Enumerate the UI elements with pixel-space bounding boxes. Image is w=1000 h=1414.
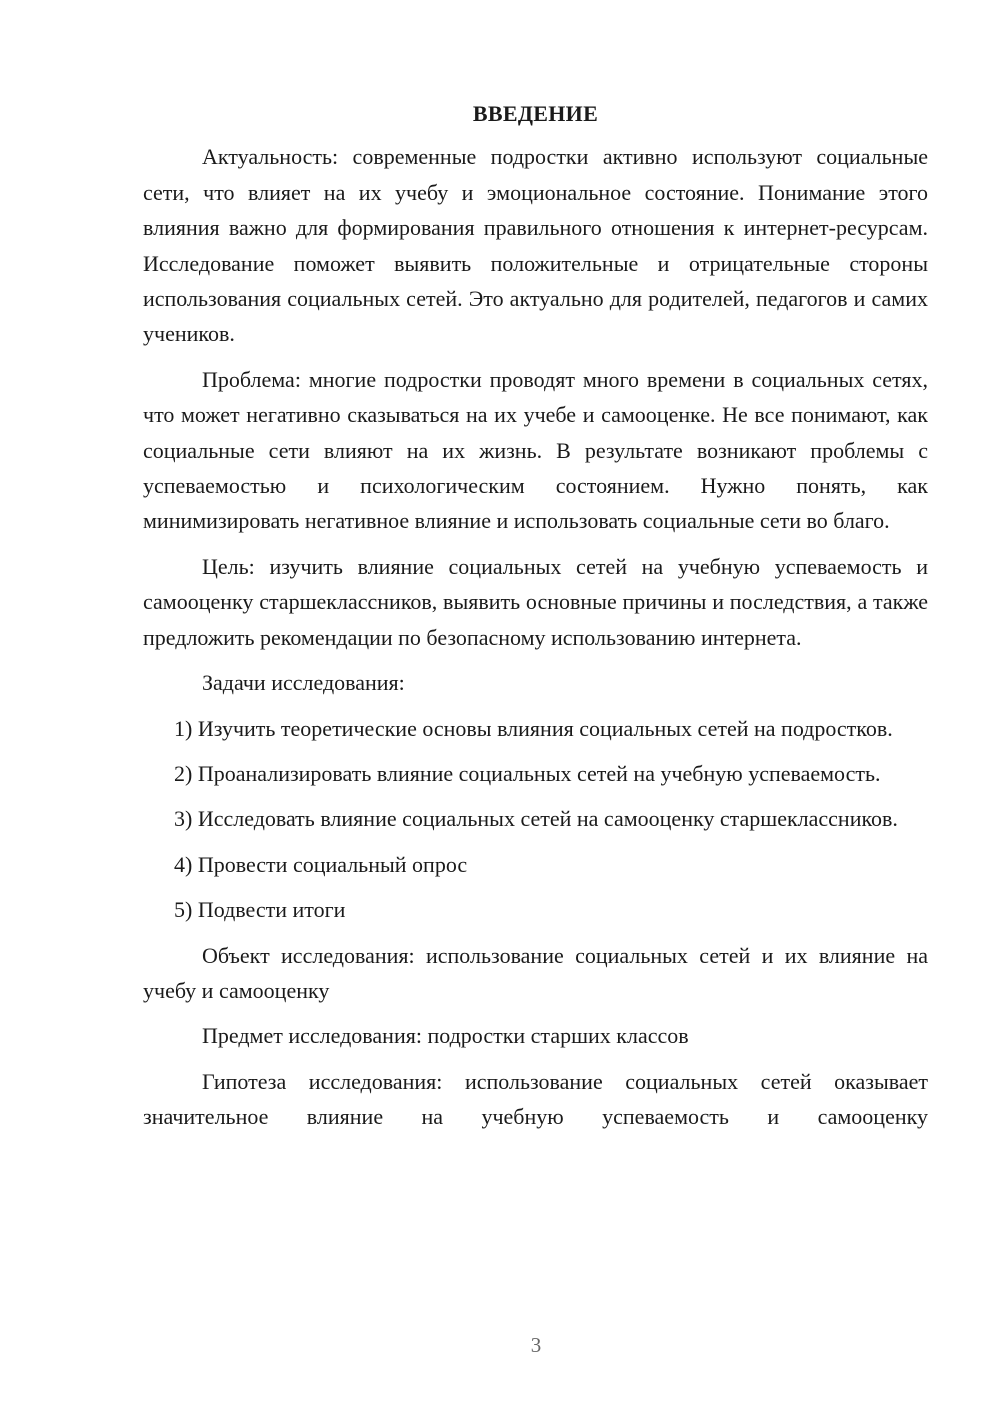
relevance-paragraph: Актуальность: современные подростки активно используют социальные сети, что влияет на их учебу и эмоциональное состояние. Понимание этого влияния важно для формирования правильного отношения к интернет-ресурсам. Исследование поможет выявить положительные и отрицательные стороны использования социальных сетей. Это актуально для родителей, педагогов и самих учеников. (143, 144, 928, 347)
problem-paragraph: Проблема: многие подростки проводят много времени в социальных сетях, что может негативно сказываться на их учебе и самооценке. Не все понимают, как социальные сети влияют на их жизнь. В результате возникают проблемы с успеваемостью и психологическим состоянием. Нужно понять, как минимизировать негативное влияние и использовать социальные сети во благо. (143, 366, 928, 534)
goal-paragraph: Цель: изучить влияние социальных сетей на учебную успеваемость и самооценку старшеклассников, выявить основные причины и последствия, а также предложить рекомендации по безопасному использованию интернета. (143, 553, 928, 650)
tasks-heading: Задачи исследования: (202, 670, 405, 696)
object-paragraph: Объект исследования: использование социальных сетей и их влияние на учебу и самооценку (143, 942, 928, 1003)
task-item-4: 4) Провести социальный опрос (174, 851, 468, 877)
hypothesis-paragraph: Гипотеза исследования: использование социальных сетей оказывает значительное влияние на учебную успеваемость и самооценку (143, 1068, 928, 1130)
page-title: ВВЕДЕНИЕ (472, 101, 599, 126)
task-item-2: 2) Проанализировать влияние социальных сетей на учебную успеваемость. (174, 760, 881, 786)
subject-paragraph: Предмет исследования: подростки старших классов (202, 1023, 689, 1049)
task-item-3: 3) Исследовать влияние социальных сетей на самооценку старшеклассников. (174, 806, 898, 832)
page-number: 3 (530, 1333, 542, 1357)
task-item-5: 5) Подвести итоги (174, 897, 346, 923)
task-item-1: 1) Изучить теоретические основы влияния социальных сетей на подростков. (174, 715, 893, 741)
document-page (143, 96, 928, 1135)
